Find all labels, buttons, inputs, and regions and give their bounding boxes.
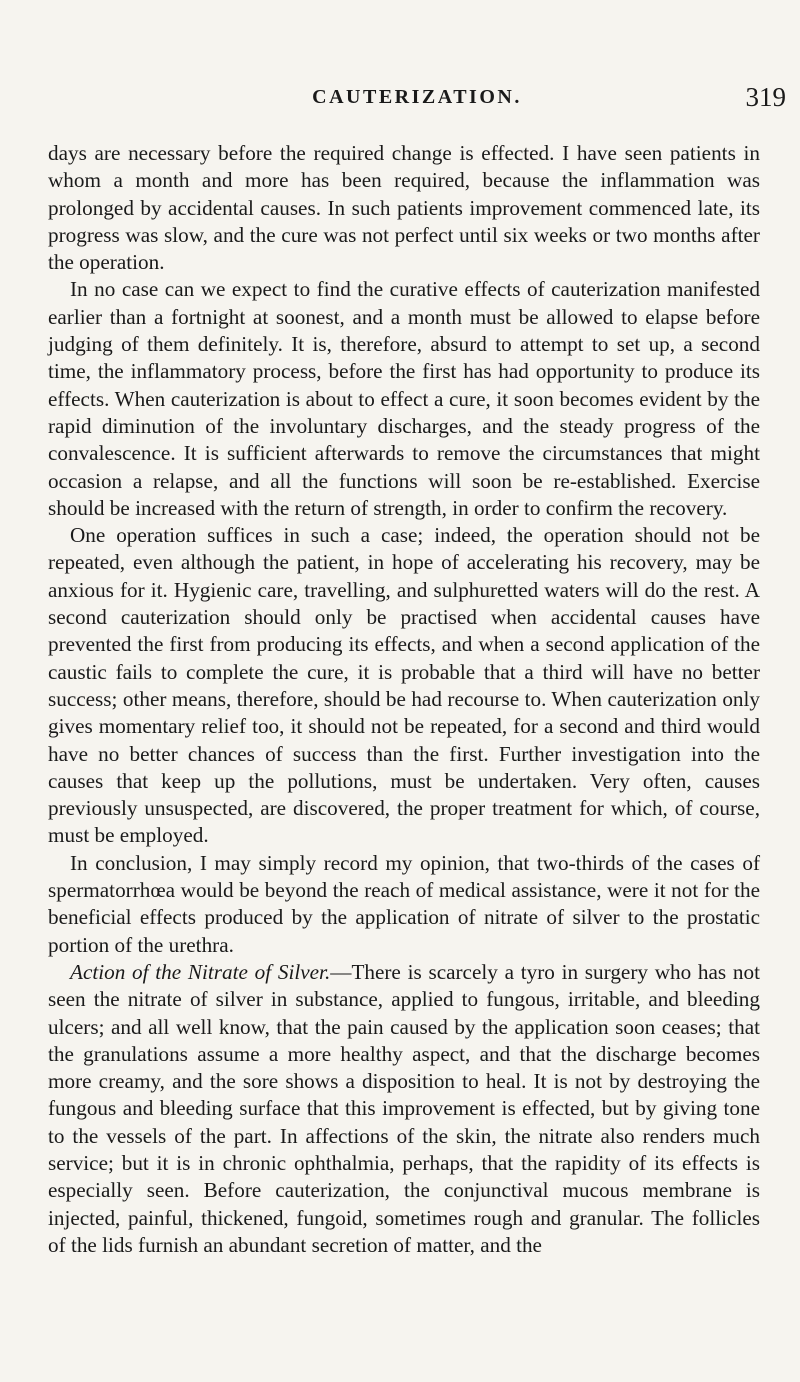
paragraph bbox=[48, 959, 760, 1259]
paragraph-text: One operation suffices in such a case; indeed, the operation should not be repeated, even although the patient, in hope of accelerating his recovery, may be anxious for it. Hygienic care, travelling, and sulphuretted waters will do the rest. A second cauterization should only be practised when accidental causes have prevented the first from producing its effects, and when a second application of the caustic fails to complete the cure, it is probable that a third will have no better success; other means, therefore, should be had recourse to. When cauterization only gives momentary relief too, it should not be repeated, for a second and third would have no better chances of success than the first. Further investigation into the causes that keep up the pollutions, must be undertaken. Very often, causes previously unsuspected, are discovered, the proper treatment for which, of course, must be employed. bbox=[48, 523, 760, 848]
body-text bbox=[48, 140, 760, 1259]
paragraph-text: In no case can we expect to find the curative effects of cauterization manifested earlier than a fortnight at soonest, and a month must be allowed to elapse before judging of them definitely. It is, therefore, absurd to attempt to set up, a second time, the inflammatory process, before the first has had opportunity to produce its effects. When cauterization is about to effect a cure, it soon becomes evident by the rapid diminution of the involuntary discharges, and the steady progress of the convalescence. It is sufficient afterwards to remove the circumstances that might occasion a relapse, and all the functions will soon be re-established. Exercise should be increased with the return of strength, in order to confirm the recovery. bbox=[48, 277, 760, 520]
paragraph-text: In conclusion, I may simply record my opinion, that two-thirds of the cases of spermatorrhœa would be beyond the reach of medical assistance, were it not for the beneficial effects produced by the application of nitrate of silver to the prostatic portion of the urethra. bbox=[48, 850, 760, 957]
running-header bbox=[48, 82, 786, 116]
paragraph-text: —There is scarcely a tyro in surgery who has not seen the nitrate of silver in substance, applied to fungous, irritable, and bleeding ulcers; and all well know, that the pain caused by the application soon ceases; that the granulations assume a more healthy aspect, and that the discharge becomes more creamy, and the sore shows a disposition to heal. It is not by destroying the fungous and bleeding surface that this improvement is effected, but by giving tone to the vessels of the part. In affections of the skin, the nitrate also renders much service; but it is in chronic ophthalmia, perhaps, that the rapidity of its effects is especially seen. Before cauterization, the conjunctival mucous membrane is injected, painful, thickened, fungoid, sometimes rough and granular. The follicles of the lids furnish an abundant secretion of matter, and the bbox=[48, 959, 760, 1257]
paragraph bbox=[48, 276, 760, 522]
paragraph bbox=[48, 140, 760, 276]
paragraph bbox=[48, 850, 760, 959]
page-number: 319 bbox=[745, 82, 786, 112]
paragraph bbox=[48, 522, 760, 850]
running-title: CAUTERIZATION. bbox=[312, 86, 522, 108]
section-heading: Action of the Nitrate of Silver. bbox=[70, 959, 331, 984]
paragraph-text: days are necessary before the required change is effected. I have seen patients in whom a month and more has been required, because the inflammation was prolonged by accidental causes. In such patients improvement commenced late, its progress was slow, and the cure was not perfect until six weeks or two months after the operation. bbox=[48, 141, 760, 275]
